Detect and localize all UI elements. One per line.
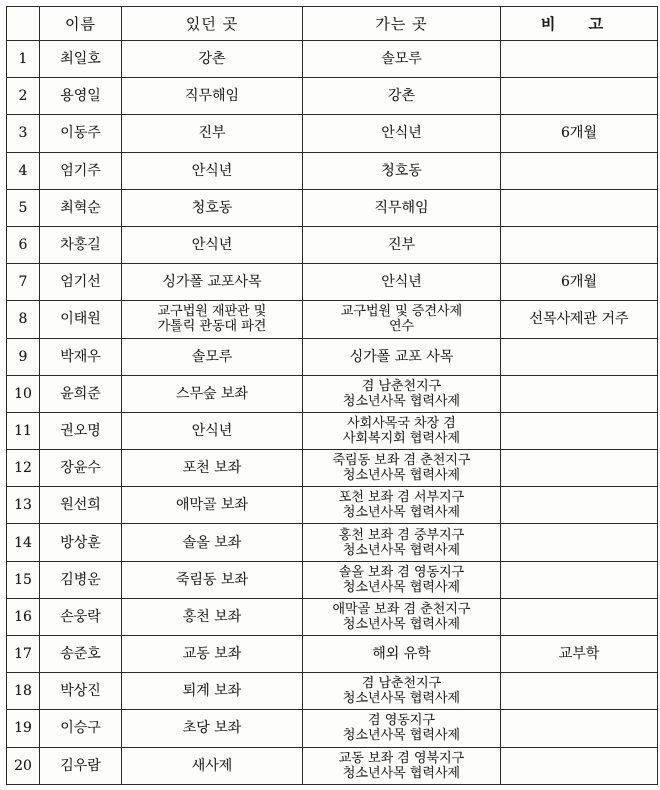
priest-name: 엄기주 [40,152,122,189]
previous-post-line: 청호동 [191,199,233,216]
new-post [303,747,501,784]
previous-post [122,78,303,115]
priest-name: 이태원 [40,301,122,338]
new-post-line: 솔모루 [381,51,422,68]
previous-post [122,710,303,747]
previous-post [122,524,303,561]
assignment-table [6,6,658,785]
previous-post [122,264,303,301]
previous-post [122,301,303,338]
table-row [7,412,658,449]
note [501,710,658,747]
note: 6개월 [501,264,658,301]
header-new-post: 가는 곳 [303,7,501,41]
previous-post-line: 퇴계 보좌 [182,683,242,700]
note [501,487,658,524]
new-post [303,710,501,747]
row-number: 5 [7,189,40,226]
table-row [7,189,658,226]
new-post-line: 연수 [388,319,415,335]
new-post [303,673,501,710]
row-number: 8 [7,301,40,338]
header-name: 이름 [40,7,122,41]
new-post [303,115,501,152]
previous-post [122,115,303,152]
new-post-line: 청소년사목 협력사제 [342,728,461,744]
new-post [303,375,501,412]
row-number: 18 [7,673,40,710]
priest-name: 이승구 [40,710,122,747]
note [501,524,658,561]
new-post-line: 죽림동 보좌 겸 춘천지구 [332,453,471,469]
note [501,41,658,78]
previous-post-line: 교구법원 재판관 및 [157,304,267,320]
note [501,450,658,487]
table-row [7,78,658,115]
previous-post-line: 죽림동 보좌 [175,571,249,588]
new-post-line: 애막골 보좌 겸 춘천지구 [332,601,471,617]
previous-post [122,598,303,635]
row-number: 14 [7,524,40,561]
note: 6개월 [501,115,658,152]
new-post [303,450,501,487]
previous-post [122,412,303,449]
previous-post [122,375,303,412]
table-row [7,673,658,710]
table-row [7,226,658,263]
note [501,78,658,115]
row-number: 20 [7,747,40,784]
new-post-line: 청소년사목 협력사제 [342,765,461,781]
priest-name: 권오명 [40,412,122,449]
note [501,338,658,375]
new-post-line: 사회복지회 협력사제 [342,430,461,446]
new-post-line: 겸 남춘천지구 [361,378,442,394]
previous-post-line: 안식년 [191,162,233,179]
row-number: 2 [7,78,40,115]
new-post-line: 싱가폴 교포 사목 [349,348,454,365]
new-post [303,189,501,226]
priest-name: 엄기선 [40,264,122,301]
table-row [7,115,658,152]
note [501,152,658,189]
new-post [303,412,501,449]
new-post-line: 교구법원 및 증견사제 [340,304,463,320]
previous-post-line: 초당 보좌 [182,720,242,737]
priest-name: 장윤수 [40,450,122,487]
row-number: 16 [7,598,40,635]
table-row [7,301,658,338]
new-post-line: 안식년 [381,274,422,291]
previous-post-line: 솔올 보좌 [182,534,242,551]
new-post [303,264,501,301]
table-row [7,524,658,561]
previous-post-line: 진부 [198,125,226,142]
row-number: 3 [7,115,40,152]
previous-post-line: 싱가폴 교포사목 [162,274,262,291]
new-post-line: 청소년사목 협력사제 [342,579,461,595]
new-post-line: 해외 유학 [372,646,431,663]
new-post-line: 교동 보좌 겸 영북지구 [338,750,465,766]
new-post [303,598,501,635]
new-post-line: 청호동 [381,162,422,179]
row-number: 12 [7,450,40,487]
new-post [303,41,501,78]
previous-post [122,450,303,487]
note: 교부학 [501,636,658,673]
priest-name: 차홍길 [40,226,122,263]
new-post [303,636,501,673]
header-note: 비 고 [501,7,658,41]
previous-post [122,561,303,598]
note [501,226,658,263]
new-post-line: 강촌 [387,88,416,105]
new-post-line: 청소년사목 협력사제 [342,616,461,632]
new-post-line: 직무해임 [374,199,429,216]
row-number: 4 [7,152,40,189]
table-row [7,487,658,524]
note [501,561,658,598]
header-row [7,7,658,41]
row-number: 17 [7,636,40,673]
table-row [7,152,658,189]
table-body [7,41,658,785]
table-row [7,747,658,784]
row-number: 15 [7,561,40,598]
new-post [303,152,501,189]
note: 선목사제관 거주 [501,301,658,338]
priest-name: 윤희준 [40,375,122,412]
new-post-line: 사회사목국 차장 겸 [347,415,456,431]
new-post [303,524,501,561]
new-post-line: 청소년사목 협력사제 [342,468,461,484]
priest-name: 김우람 [40,747,122,784]
new-post-line: 홍천 보좌 겸 중부지구 [338,527,465,543]
header-previous-post: 있던 곳 [122,7,303,41]
previous-post-line: 교동 보좌 [182,646,242,663]
new-post [303,338,501,375]
table-row [7,636,658,673]
note [501,673,658,710]
previous-post [122,747,303,784]
new-post-line: 포천 보좌 겸 서부지구 [338,490,465,506]
new-post [303,301,501,338]
previous-post-line: 스무숲 보좌 [175,385,249,402]
new-post [303,487,501,524]
new-post-line: 청소년사목 협력사제 [342,505,461,521]
row-number: 1 [7,41,40,78]
new-post-line: 겸 영동지구 [368,713,435,729]
row-number: 13 [7,487,40,524]
previous-post-line: 홍천 보좌 [182,608,242,625]
previous-post-line: 포천 보좌 [182,460,242,477]
previous-post [122,41,303,78]
priest-name: 이동주 [40,115,122,152]
previous-post [122,673,303,710]
new-post-line: 청소년사목 협력사제 [342,393,461,409]
new-post-line: 청소년사목 협력사제 [342,542,461,558]
note [501,747,658,784]
new-post-line: 안식년 [381,125,422,142]
previous-post-line: 안식년 [191,237,233,254]
priest-name: 박재우 [40,338,122,375]
previous-post-line: 애막골 보좌 [175,497,249,514]
note [501,598,658,635]
new-post-line: 솔올 보좌 겸 영동지구 [338,564,465,580]
previous-post [122,226,303,263]
new-post-line: 진부 [387,237,416,254]
table-row [7,41,658,78]
table-row [7,338,658,375]
table-row [7,450,658,487]
table-row [7,598,658,635]
priest-name: 김병운 [40,561,122,598]
row-number: 6 [7,226,40,263]
table-row [7,561,658,598]
header-number [7,7,40,41]
previous-post-line: 강촌 [198,51,226,68]
priest-name: 박상진 [40,673,122,710]
previous-post [122,152,303,189]
priest-name: 송준호 [40,636,122,673]
row-number: 10 [7,375,40,412]
priest-name: 최혁순 [40,189,122,226]
previous-post-line: 직무해임 [184,88,240,105]
previous-post-line: 새사제 [191,757,233,774]
priest-name: 최일호 [40,41,122,78]
new-post [303,78,501,115]
previous-post-line: 솔모루 [191,348,233,365]
table-row [7,375,658,412]
note [501,375,658,412]
priest-name: 원선희 [40,487,122,524]
table-row [7,710,658,747]
priest-name: 손웅락 [40,598,122,635]
previous-post [122,338,303,375]
previous-post [122,189,303,226]
table-row [7,264,658,301]
previous-post [122,487,303,524]
priest-name: 용영일 [40,78,122,115]
new-post [303,561,501,598]
row-number: 9 [7,338,40,375]
row-number: 19 [7,710,40,747]
row-number: 7 [7,264,40,301]
new-post-line: 겸 남춘천지구 [361,676,442,692]
new-post [303,226,501,263]
row-number: 11 [7,412,40,449]
new-post-line: 청소년사목 협력사제 [342,691,461,707]
note [501,189,658,226]
note [501,412,658,449]
previous-post [122,636,303,673]
previous-post-line: 안식년 [191,422,233,439]
priest-name: 방상훈 [40,524,122,561]
previous-post-line: 가톨릭 관동대 파견 [157,319,267,335]
